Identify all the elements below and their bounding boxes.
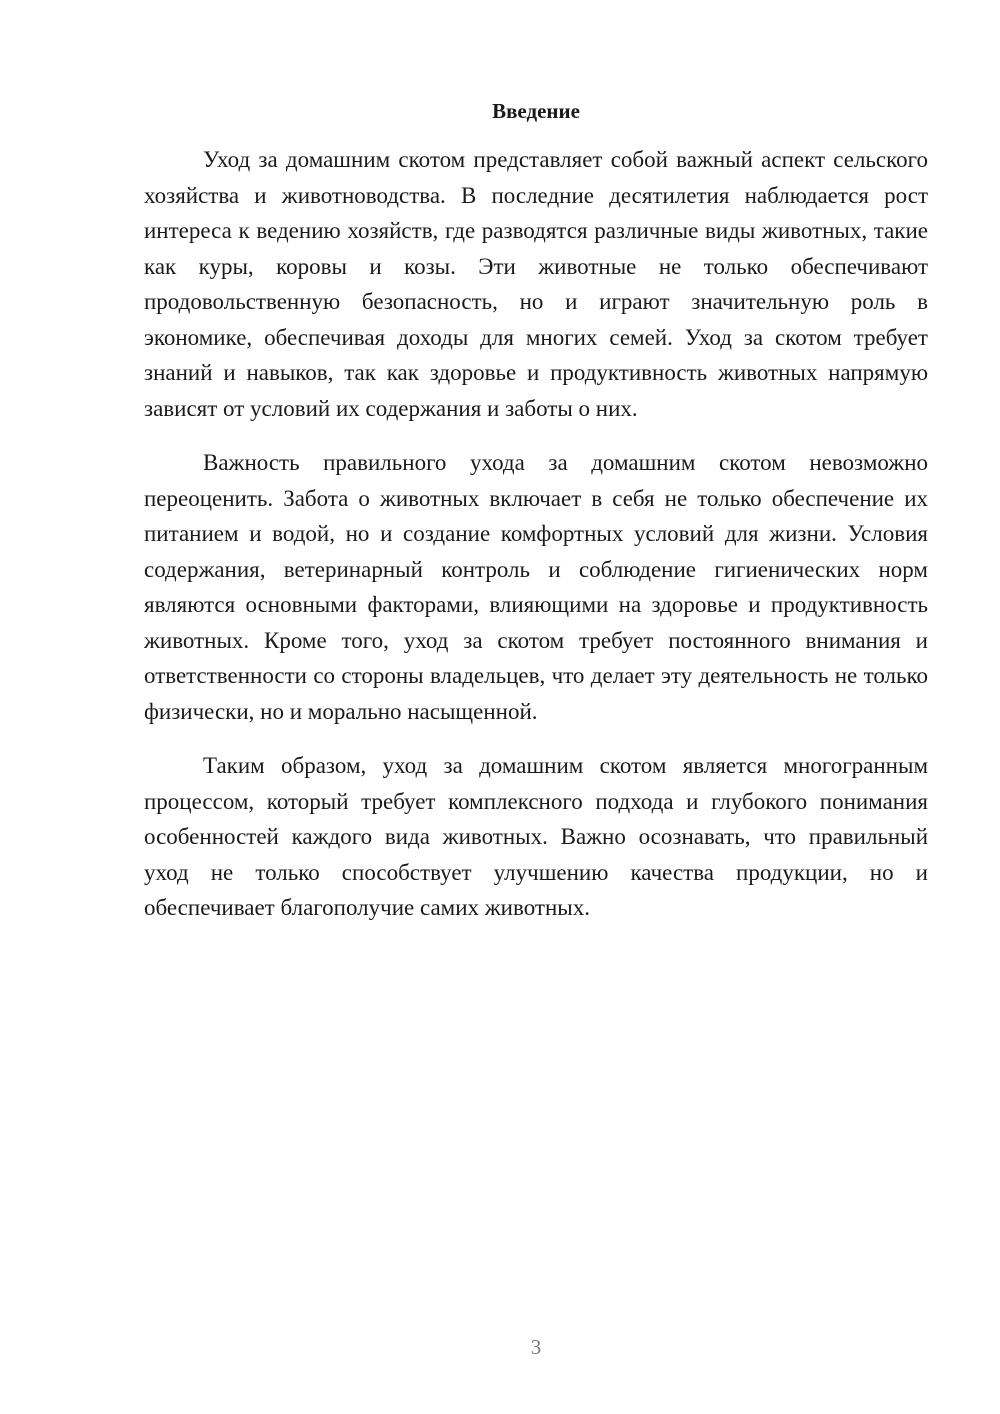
body-text [144,142,928,945]
paragraph-2: Важность правильного ухода за домашним скотом невозможно переоценить. Забота о животных включает в себя не только обеспечение их питанием и водой, но и создание комфортных условий для жизни. Условия содержания, ветеринарный контроль и соблюдение гигиенических норм являются основными факторами, влияющими на здоровье и продуктивность животных. Кроме того, уход за скотом требует постоянного внимания и ответственности со стороны владельцев, что делает эту деятельность не только физически, но и морально насыщенной. [144,450,928,724]
paragraph-3: Таким образом, уход за домашним скотом является многогранным процессом, который требует комплексного подхода и глубокого понимания особенностей каждого вида животных. Важно осознавать, что правильный уход не только способствует улучшению качества продукции, но и обеспечивает благополучие самих животных. [144,753,928,920]
section-heading: Введение [492,99,580,123]
paragraph-1: Уход за домашним скотом представляет собой важный аспект сельского хозяйства и животноводства. В последние десятилетия наблюдается рост интереса к ведению хозяйств, где разводятся различные виды животных, такие как куры, коровы и козы. Эти животные не только обеспечивают продовольственную безопасность, но и играют значительную роль в экономике, обеспечивая доходы для многих семей. Уход за скотом требует знаний и навыков, так как здоровье и продуктивность животных напрямую зависят от условий их содержания и заботы о них. [144,147,928,421]
page-number: 3 [530,1335,542,1359]
